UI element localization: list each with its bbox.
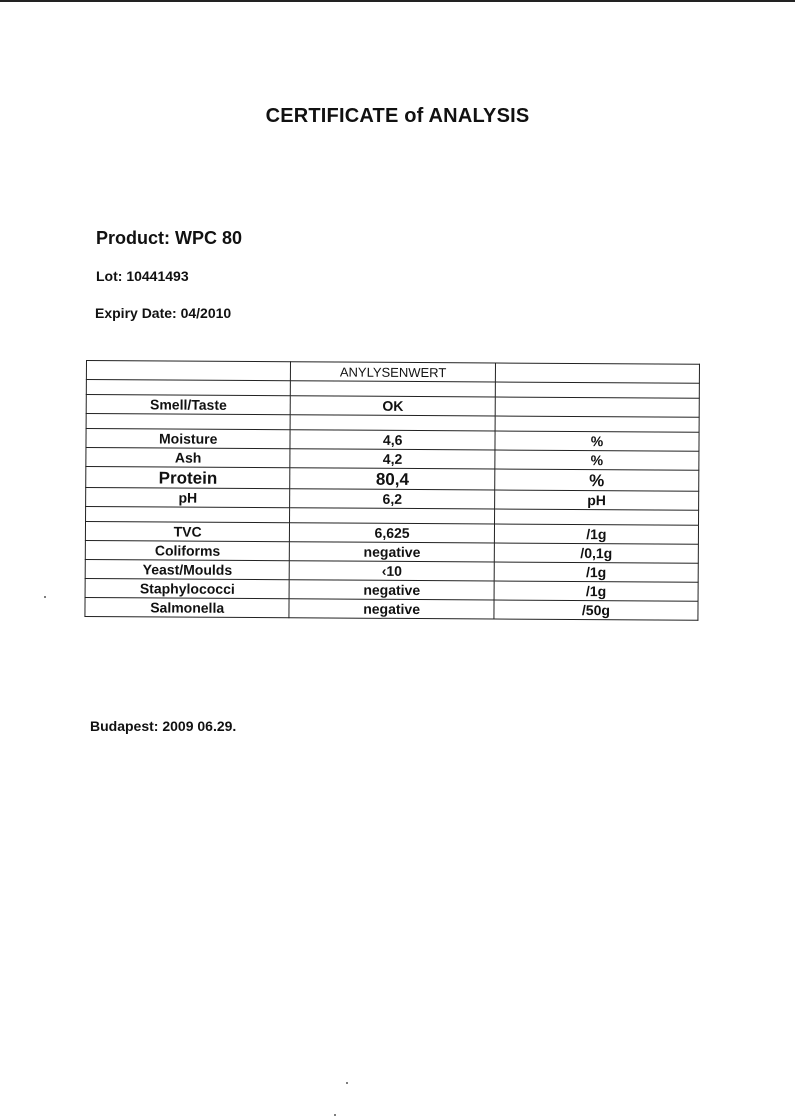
parameter-cell: Smell/Taste (86, 395, 291, 415)
place-date: Budapest: 2009 06.29. (90, 718, 237, 734)
table-cell (495, 416, 699, 432)
unit-cell: /50g (494, 600, 698, 620)
lot-label: Lot: (96, 268, 123, 284)
parameter-cell: Ash (86, 448, 291, 468)
unit-cell: /1g (494, 581, 698, 601)
value-cell: 6,2 (290, 489, 495, 509)
document-title: CERTIFICATE of ANALYSIS (265, 105, 530, 127)
table-cell (495, 382, 699, 398)
table-cell (86, 507, 291, 523)
table-cell (494, 509, 698, 525)
value-cell: 4,6 (290, 430, 495, 450)
lot-value: 10441493 (126, 268, 189, 284)
value-cell: 4,2 (290, 449, 495, 469)
table-cell (291, 381, 496, 397)
unit-cell (495, 397, 699, 417)
scan-speck (346, 1082, 348, 1084)
table-row (85, 597, 698, 620)
unit-cell: /0,1g (494, 543, 698, 563)
product-line (96, 228, 242, 249)
parameter-cell: TVC (85, 522, 290, 542)
parameter-cell: pH (86, 488, 291, 508)
parameter-cell: Yeast/Moulds (85, 559, 290, 579)
value-cell: negative (289, 599, 494, 619)
parameter-cell: Coliforms (85, 540, 290, 560)
top-border-line (0, 0, 795, 2)
table-cell (86, 380, 291, 396)
lot-line (96, 268, 189, 284)
unit-cell: % (495, 431, 699, 451)
parameter-cell: Salmonella (85, 597, 290, 617)
scan-speck (44, 596, 46, 598)
unit-cell: /1g (494, 524, 698, 544)
parameter-cell: Moisture (86, 429, 291, 449)
product-label: Product: (96, 228, 170, 248)
expiry-value: 04/2010 (180, 305, 232, 321)
parameter-cell: Protein (86, 467, 291, 489)
scan-speck (334, 1114, 336, 1116)
product-value: WPC 80 (175, 228, 243, 248)
value-cell: 6,625 (290, 523, 495, 543)
value-cell: negative (289, 580, 494, 600)
table-cell (290, 415, 495, 431)
table-header-cell: ANYLYSENWERT (291, 362, 496, 382)
parameter-cell: Staphylococci (85, 578, 290, 598)
unit-cell: % (495, 450, 699, 470)
expiry-line (95, 305, 231, 321)
table-cell (290, 508, 495, 524)
table-header-cell (86, 361, 291, 381)
table-header-cell (495, 363, 699, 383)
unit-cell: pH (495, 490, 699, 510)
table-cell (86, 414, 291, 430)
value-cell: negative (290, 542, 495, 562)
value-cell: OK (291, 396, 496, 416)
unit-cell: /1g (494, 562, 698, 582)
unit-cell: % (495, 469, 699, 491)
analysis-table (84, 360, 700, 621)
value-cell: ‹10 (290, 561, 495, 581)
value-cell: 80,4 (290, 468, 495, 490)
expiry-label: Expiry Date: (95, 305, 177, 321)
